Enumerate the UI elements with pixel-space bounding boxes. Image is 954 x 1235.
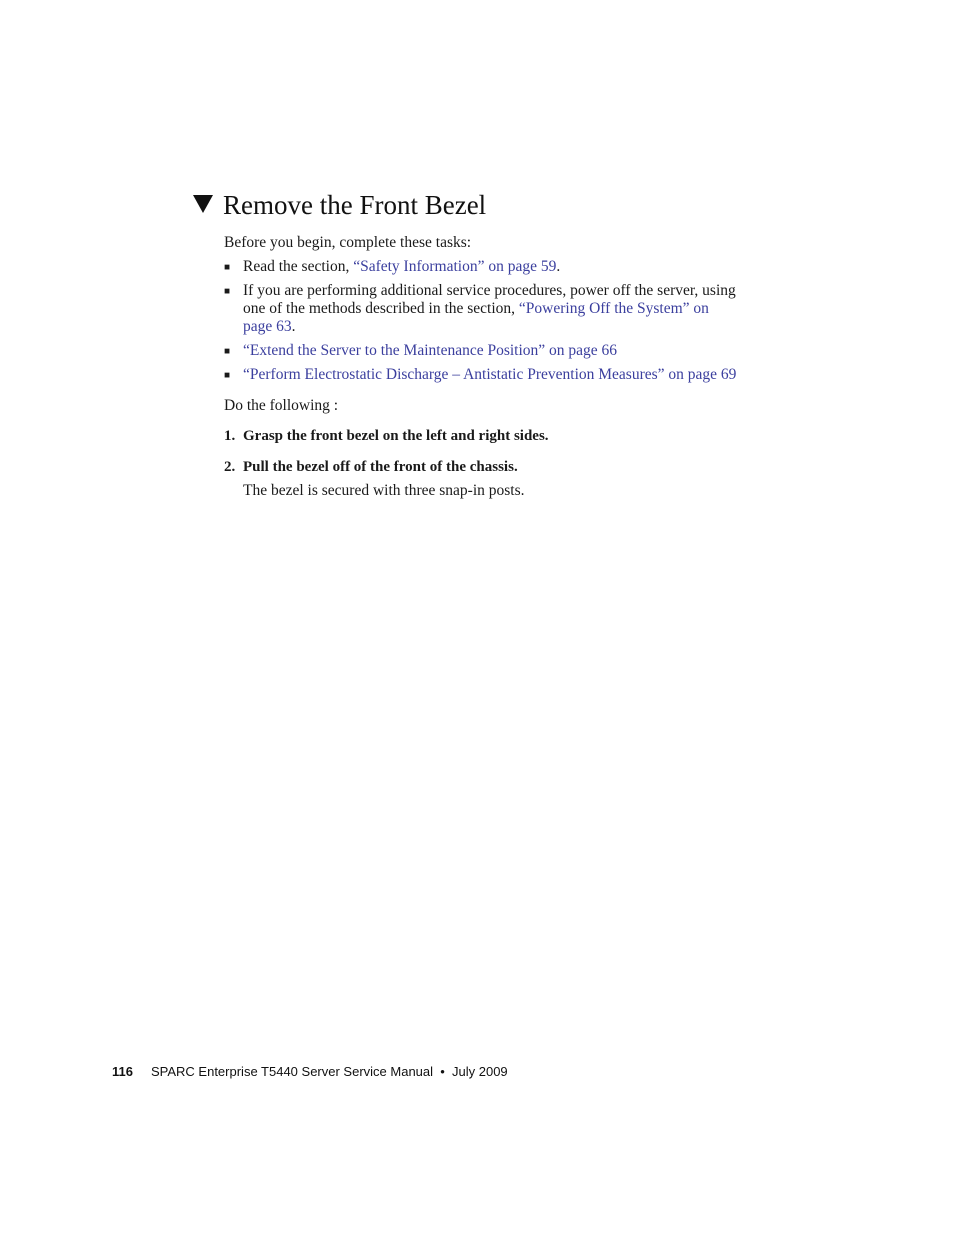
page-footer [112, 1064, 508, 1080]
section-title: Remove the Front Bezel [223, 190, 487, 220]
step-1 [224, 427, 549, 445]
bullet-square-icon: ■ [224, 262, 231, 273]
bullet-square-icon: ■ [224, 286, 231, 297]
task-text: Read the section, [243, 258, 354, 275]
link-safety-information[interactable]: “Safety Information” on page 59 [353, 258, 557, 275]
step-2-note: The bezel is secured with three snap-in posts. [243, 482, 525, 499]
task-item-esd [243, 366, 736, 384]
link-extend-server-maintenance[interactable]: “Extend the Server to the Maintenance Position” on page 66 [243, 342, 618, 359]
task-text: one of the methods described in the section, [243, 300, 519, 317]
step-number: 2. [224, 459, 236, 475]
link-electrostatic-discharge[interactable]: “Perform Electrostatic Discharge – Antistatic Prevention Measures” on page 69 [243, 366, 737, 383]
step-text: Grasp the front bezel on the left and right sides. [243, 428, 549, 444]
task-item-power-off-line3 [243, 318, 296, 336]
do-following-text: Do the following : [224, 397, 339, 414]
triangle-down-icon [193, 195, 213, 213]
task-item-power-off-line1: If you are performing additional service procedures, power off the server, using [243, 282, 736, 299]
step-text: Pull the bezel off of the front of the chassis. [243, 459, 518, 475]
step-2 [224, 458, 518, 476]
step-number: 1. [224, 428, 236, 444]
footer-text: SPARC Enterprise T5440 Server Service Manual • July 2009 [150, 1064, 508, 1079]
task-text: . [556, 258, 561, 275]
task-item-power-off-line2 [243, 300, 709, 318]
bullet-square-icon: ■ [224, 370, 231, 381]
link-powering-off-system[interactable]: “Powering Off the System” on [518, 300, 709, 317]
task-text: . [291, 318, 296, 335]
link-powering-off-system-page[interactable]: page 63 [243, 318, 292, 335]
bullet-square-icon: ■ [224, 346, 231, 357]
task-item-safety [243, 258, 560, 276]
page-number: 116 [112, 1064, 133, 1079]
task-item-extend-server [243, 342, 617, 360]
section-heading [193, 188, 486, 222]
intro-text: Before you begin, complete these tasks: [224, 234, 472, 251]
